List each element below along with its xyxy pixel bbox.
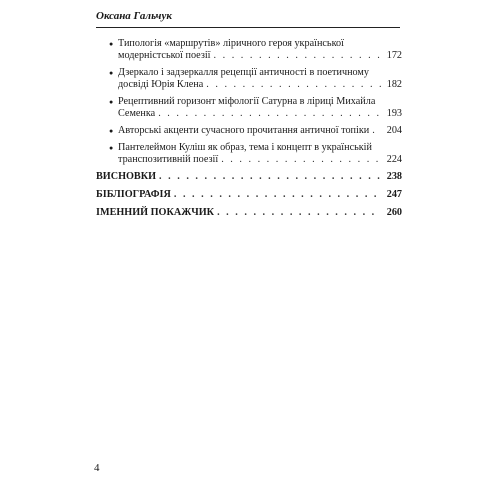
toc-entry-title-end: Семенка: [118, 108, 156, 119]
leader-dots: [158, 108, 381, 120]
toc-main-entry: [96, 171, 402, 183]
toc-entry: [96, 38, 402, 62]
toc-entry-title: Дзеркало і задзеркалля рецепції античності в поетичному: [118, 67, 369, 78]
toc-entry-title-end: транспозитивній поезії: [118, 154, 219, 165]
toc-page-number: 224: [386, 154, 402, 165]
toc-entry: [96, 96, 402, 120]
toc-entry: [96, 142, 402, 166]
toc-entry-title-end: досвіді Юрія Клена: [118, 79, 204, 90]
page-number: 4: [94, 462, 100, 474]
leader-dots: [372, 125, 381, 137]
toc-main-title: БІБЛІОГРАФІЯ: [96, 189, 171, 200]
toc-entry: [96, 67, 402, 91]
toc-main-title: ІМЕННИЙ ПОКАЖЧИК: [96, 207, 215, 218]
table-of-contents: [96, 38, 402, 225]
toc-entry-title: Авторські акценти сучасного прочитання античної топіки: [118, 125, 370, 136]
toc-main-entry: [96, 207, 402, 219]
bullet-icon: ●: [109, 98, 114, 106]
bullet-icon: ●: [109, 127, 114, 135]
header-author: Оксана Гальчук: [96, 10, 172, 22]
toc-entry-title-end: модерністської поезії: [118, 50, 211, 61]
toc-page-number: 260: [386, 207, 402, 218]
toc-main-title: ВИСНОВКИ: [96, 171, 157, 182]
bullet-icon: ●: [109, 69, 114, 77]
leader-dots: [221, 154, 381, 166]
toc-entry: [96, 125, 402, 137]
leader-dots: [214, 50, 382, 62]
toc-page-number: 182: [386, 79, 402, 90]
toc-main-entry: [96, 189, 402, 201]
toc-entry-title: Рецептивний горизонт міфології Сатурна в ліриці Михайла: [118, 96, 376, 107]
toc-page-number: 193: [386, 108, 402, 119]
toc-entry-title: Типологія «маршрутів» ліричного героя української: [118, 38, 344, 49]
toc-page-number: 247: [386, 189, 402, 200]
bullet-icon: ●: [109, 40, 114, 48]
leader-dots: [159, 171, 381, 183]
leader-dots: [206, 79, 381, 91]
bullet-icon: ●: [109, 144, 114, 152]
toc-entry-title: Пантелеймон Куліш як образ, тема і концепт в українській: [118, 142, 372, 153]
running-header: [96, 6, 400, 28]
toc-page-number: 204: [386, 125, 402, 136]
toc-page-number: 172: [386, 50, 402, 61]
leader-dots: [174, 189, 381, 201]
toc-page-number: 238: [386, 171, 402, 182]
leader-dots: [217, 207, 381, 219]
